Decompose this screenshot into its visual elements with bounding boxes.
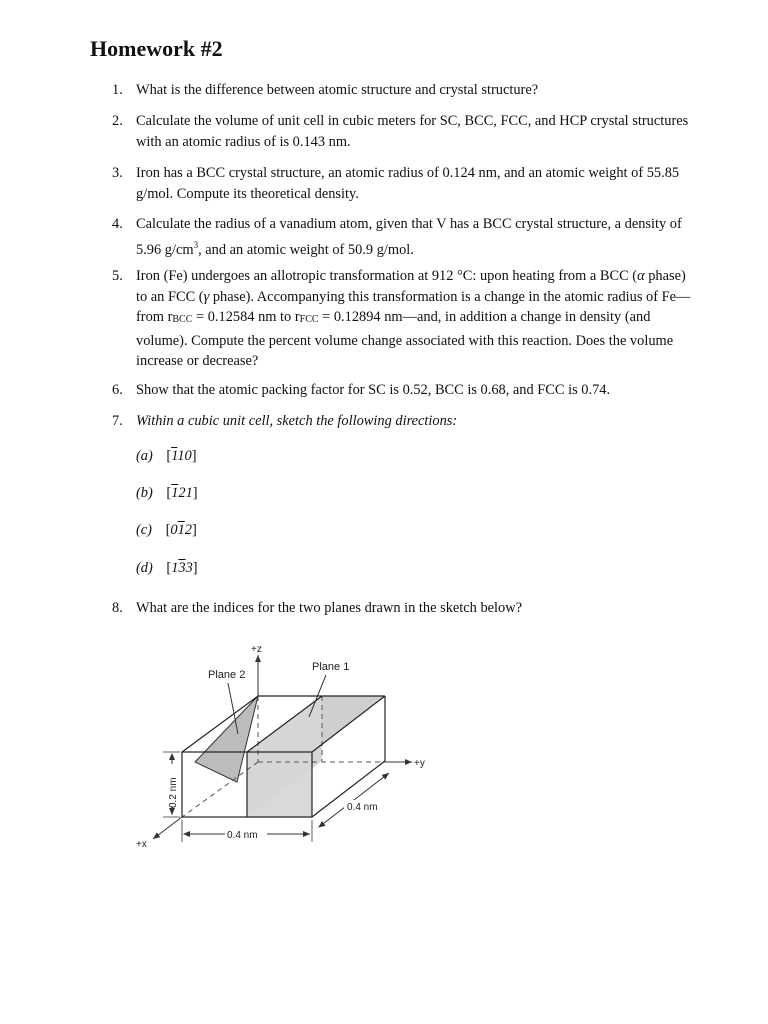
direction-label: (d): [136, 560, 153, 576]
question-text: What are the indices for the two planes drawn in the sketch below?: [136, 600, 523, 616]
index: 3: [185, 560, 193, 576]
index: 2: [178, 485, 186, 501]
text-part: = 0.12894 nm—and, in addition a change in density (and volume). Compute the percent volume change associated with this reaction. Does the volume increase or decrease?: [136, 309, 674, 370]
index: 1: [171, 485, 179, 501]
page-title: Homework #2: [90, 36, 223, 61]
index: 3: [178, 560, 186, 576]
index: 1: [177, 448, 185, 464]
question-number: 2.: [112, 113, 123, 129]
alpha-symbol: α: [637, 268, 645, 284]
index: 1: [171, 560, 179, 576]
direction-label: (c): [136, 522, 152, 538]
index: 2: [184, 522, 192, 538]
question-text: Show that the atomic packing factor for SC is 0.52, BCC is 0.68, and FCC is 0.74.: [136, 382, 611, 398]
plane-2-label: Plane 2: [208, 669, 246, 681]
text-part: , and an atomic weight of 50.9 g/mol.: [198, 241, 414, 258]
subscript-fcc: FCC: [299, 314, 319, 326]
index: 0: [170, 522, 178, 538]
text-part: Iron (Fe) undergoes an allotropic transformation at 912 °C: upon heating from a BCC (: [136, 268, 638, 284]
question-text: Within a cubic unit cell, sketch the following directions:: [136, 413, 458, 429]
direction-label: (a): [136, 448, 153, 464]
index: 1: [171, 448, 178, 464]
horizontal-dim-label: 0.4 nm: [227, 830, 258, 841]
direction-indices: [133]: [166, 560, 198, 576]
question-text: Calculate the volume of unit cell in cubic meters for SC, BCC, FCC, and HCP crystal structures with an atomic radius of is 0.143 nm.: [136, 113, 689, 150]
question-number: 7.: [112, 413, 123, 429]
superscript: 3: [193, 239, 199, 250]
question-text: What is the difference between atomic structure and crystal structure?: [136, 82, 539, 98]
index: 1: [177, 522, 185, 538]
question-number: 8.: [112, 600, 123, 616]
plane-1-label: Plane 1: [312, 661, 350, 673]
text-part: phase) to an FCC (: [136, 268, 686, 305]
vertical-dim-label: 0.2 nm: [168, 777, 179, 808]
direction-indices: [110]: [166, 448, 197, 464]
index: 1: [185, 485, 193, 501]
subscript-bcc: BCC: [172, 314, 193, 326]
question-number: 4.: [112, 216, 123, 232]
question-number: 1.: [112, 82, 123, 98]
text-part: phase). Accompanying this transformation is a change in the atomic radius of Fe—from r: [136, 288, 691, 326]
index: 0: [184, 448, 192, 464]
direction-label: (b): [136, 485, 153, 501]
question-number: 5.: [112, 268, 123, 284]
question-number: 3.: [112, 165, 123, 181]
y-axis-label: +y: [414, 758, 425, 769]
question-number: 6.: [112, 382, 123, 398]
z-axis-label: +z: [251, 644, 262, 655]
direction-indices: [121]: [166, 485, 198, 501]
text-part: Calculate the radius of a vanadium atom, given that V has a BCC crystal structure, a density of 5.96 g/cm: [136, 216, 682, 258]
text-part: = 0.12584 nm to r: [192, 309, 300, 326]
direction-indices: [012]: [165, 522, 197, 538]
question-text: Iron has a BCC crystal structure, an atomic radius of 0.124 nm, and an atomic weight of 55.85 g/mol. Compute its theoretical density.: [136, 165, 680, 202]
depth-dim-label: 0.4 nm: [347, 802, 378, 813]
x-axis: [153, 817, 182, 839]
gamma-symbol: γ: [203, 288, 210, 305]
x-axis-label: +x: [136, 839, 147, 850]
